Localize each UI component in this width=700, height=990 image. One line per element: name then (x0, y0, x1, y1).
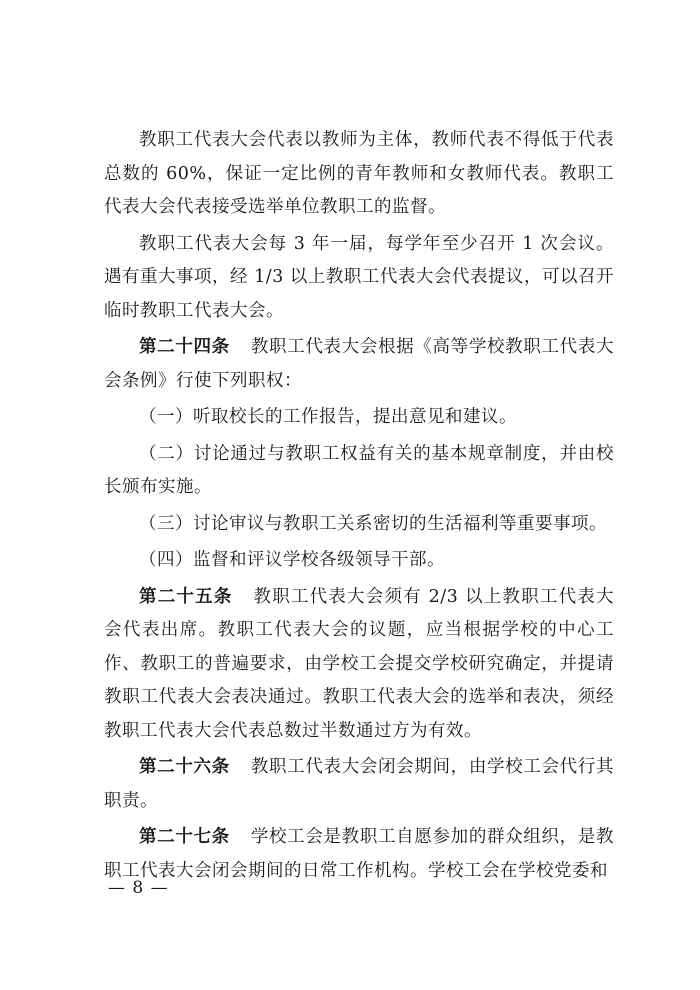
paragraph-text: （二）讨论通过与教职工权益有关的基本规章制度，并由校长颁布实施。 (104, 443, 614, 497)
paragraph-text: 教职工代表大会根据《高等学校教职工代表大会条例》行使下列职权： (104, 337, 615, 391)
paragraph-text: （四）监督和评议学校各级领导干部。 (139, 550, 445, 570)
paragraph-text: （一）听取校长的工作报告，提出意见和建议。 (139, 407, 517, 427)
paragraph (104, 581, 614, 749)
paragraph-text: 教职工代表大会须有 2/3 以上教职工代表大会代表出席。教职工代表大会的议题，应当根据学校的中心工作、教职工的普遍要求，由学校工会提交学校研究确定，并提请教职工代表大会表决通过。教职工代表大会的选举和表决，须经教职工代表大会代表总数过半数通过方为有效。 (104, 586, 615, 741)
paragraph (104, 821, 614, 888)
paragraph (104, 331, 614, 398)
paragraph (104, 544, 614, 578)
paragraph-text: 教职工代表大会每 3 年一届，每学年至少召开 1 次会议。遇有重大事项，经 1/3 以上教职工代表大会代表提议，可以召开临时教职工代表大会。 (104, 233, 614, 321)
paragraph-text: 学校工会是教职工自愿参加的群众组织，是教职工代表大会闭会期间的日常工作机构。学校工会在学校党委和 (104, 827, 615, 881)
page-number: — 8 — (108, 878, 169, 898)
paragraph (104, 228, 614, 329)
article-heading: 第二十五条 (139, 586, 233, 607)
paragraph (104, 508, 614, 542)
paragraph (104, 438, 614, 505)
article-heading: 第二十四条 (139, 337, 230, 357)
paragraph-text: 教职工代表大会闭会期间，由学校工会代行其职责。 (104, 757, 615, 811)
paragraph-text: （三）讨论审议与教职工关系密切的生活福利等重要事项。 (139, 513, 607, 534)
paragraph (104, 124, 614, 225)
paragraph-text: 教职工代表大会代表以教师为主体，教师代表不得低于代表总数的 60%，保证一定比例的青年教师和女教师代表。教职工代表大会代表接受选举单位教职工的监督。 (104, 130, 614, 217)
paragraph (104, 751, 614, 818)
article-heading: 第二十六条 (139, 757, 230, 777)
article-heading: 第二十七条 (139, 827, 230, 847)
document-body (104, 124, 614, 891)
paragraph (104, 401, 614, 435)
